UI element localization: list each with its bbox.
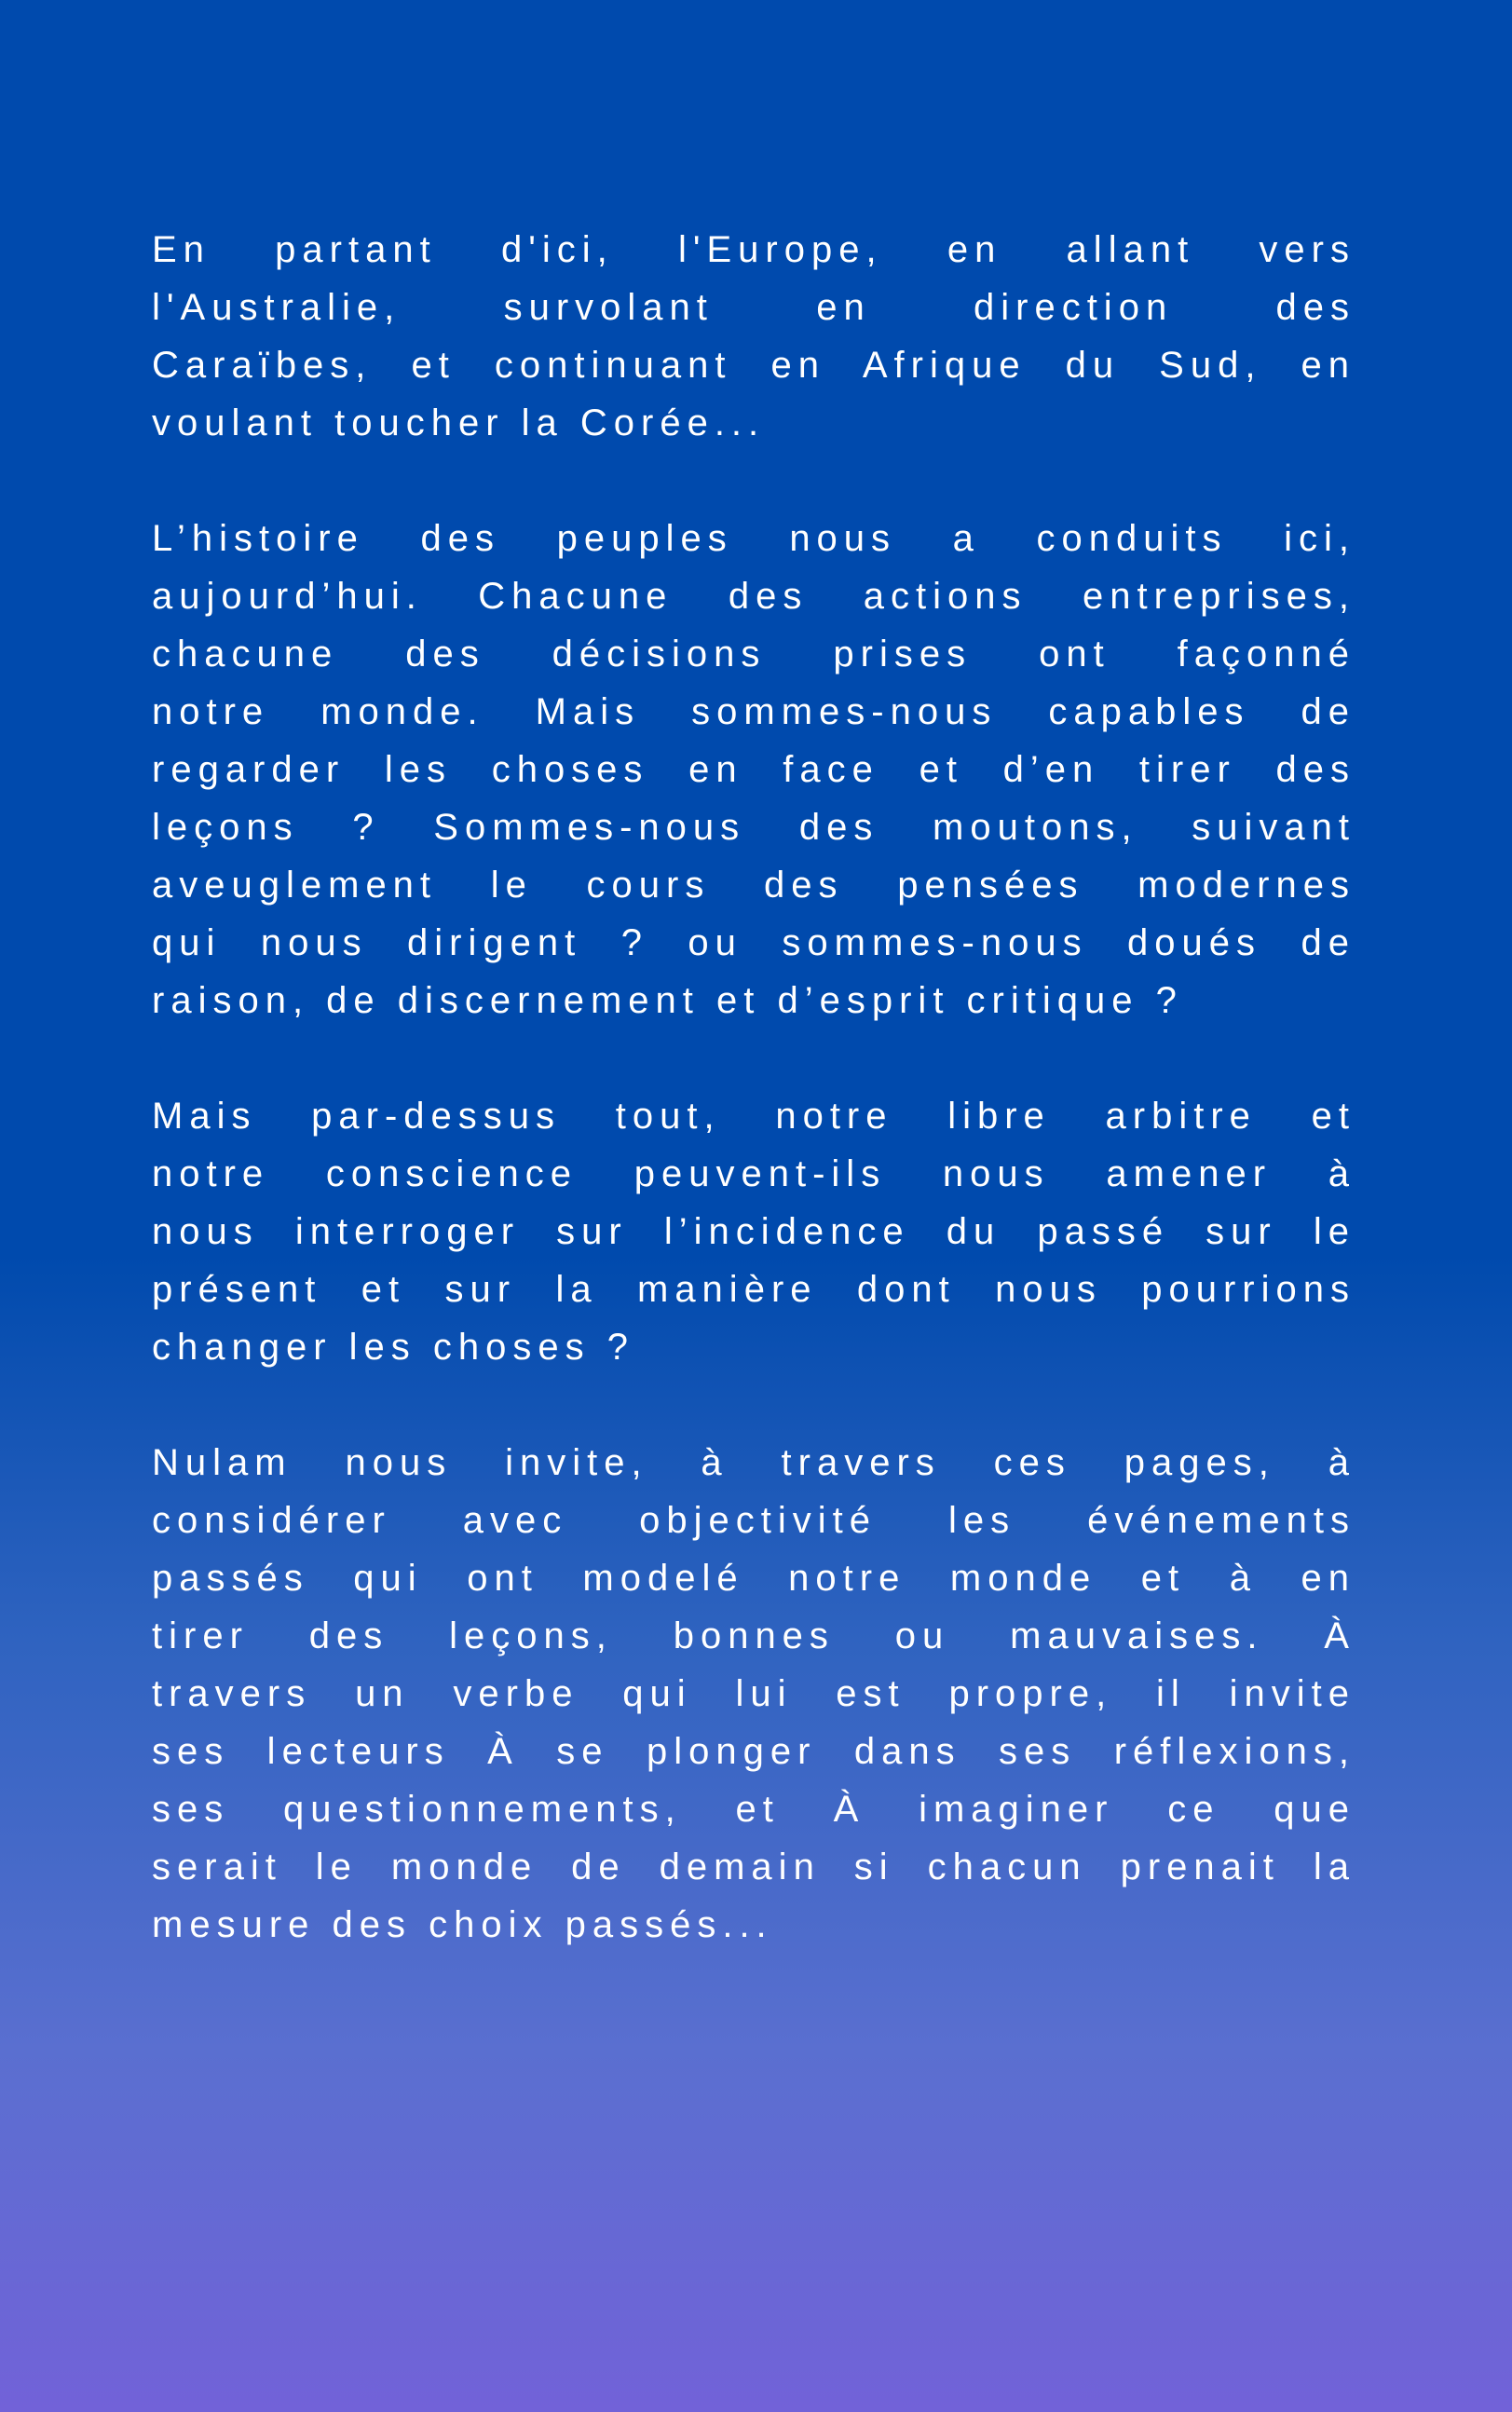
text-line: ses questionnements, et À imaginer ce que xyxy=(152,1789,1355,1830)
text-line: En partant d'ici, l'Europe, en allant vers xyxy=(152,229,1355,270)
text-line: Nulam nous invite, à travers ces pages, à xyxy=(152,1442,1355,1483)
text-line: serait le monde de demain si chacun prenait la xyxy=(152,1846,1355,1887)
paragraph xyxy=(152,221,1355,452)
text-line: raison, de discernement et d’esprit critique ? xyxy=(152,980,1183,1021)
text-line: ses lecteurs À se plonger dans ses réflexions, xyxy=(152,1731,1355,1772)
text-line: passés qui ont modelé notre monde et à en xyxy=(152,1558,1355,1599)
text-line: notre conscience peuvent-ils nous amener à xyxy=(152,1153,1355,1194)
text-line: regarder les choses en face et d’en tirer des xyxy=(152,749,1355,790)
text-line: Caraïbes, et continuant en Afrique du Sud, en xyxy=(152,345,1355,386)
text-line: qui nous dirigent ? ou sommes-nous doués de xyxy=(152,922,1355,963)
text-line: considérer avec objectivité les événements xyxy=(152,1500,1355,1541)
paragraph xyxy=(152,1434,1355,1954)
text-line: nous interroger sur l’incidence du passé sur le xyxy=(152,1211,1355,1252)
text-line: L’histoire des peuples nous a conduits ici, xyxy=(152,518,1355,559)
text-line: chacune des décisions prises ont façonné xyxy=(152,634,1355,675)
paragraph xyxy=(152,510,1355,1029)
text-line: leçons ? Sommes-nous des moutons, suivant xyxy=(152,807,1355,848)
text-line: voulant toucher la Corée... xyxy=(152,402,766,443)
text-line: l'Australie, survolant en direction des xyxy=(152,287,1355,328)
text-line: changer les choses ? xyxy=(152,1327,635,1368)
text-line: Mais par-dessus tout, notre libre arbitre et xyxy=(152,1096,1355,1137)
text-line: aujourd’hui. Chacune des actions entreprises, xyxy=(152,576,1355,617)
back-cover-text xyxy=(152,221,1355,2011)
text-line: mesure des choix passés... xyxy=(152,1904,773,1945)
text-line: notre monde. Mais sommes-nous capables de xyxy=(152,691,1355,732)
text-line: tirer des leçons, bonnes ou mauvaises. À xyxy=(152,1615,1355,1656)
text-line: aveuglement le cours des pensées modernes xyxy=(152,865,1355,906)
text-line: présent et sur la manière dont nous pourrions xyxy=(152,1269,1355,1310)
paragraph xyxy=(152,1087,1355,1376)
text-line: travers un verbe qui lui est propre, il invite xyxy=(152,1673,1355,1714)
